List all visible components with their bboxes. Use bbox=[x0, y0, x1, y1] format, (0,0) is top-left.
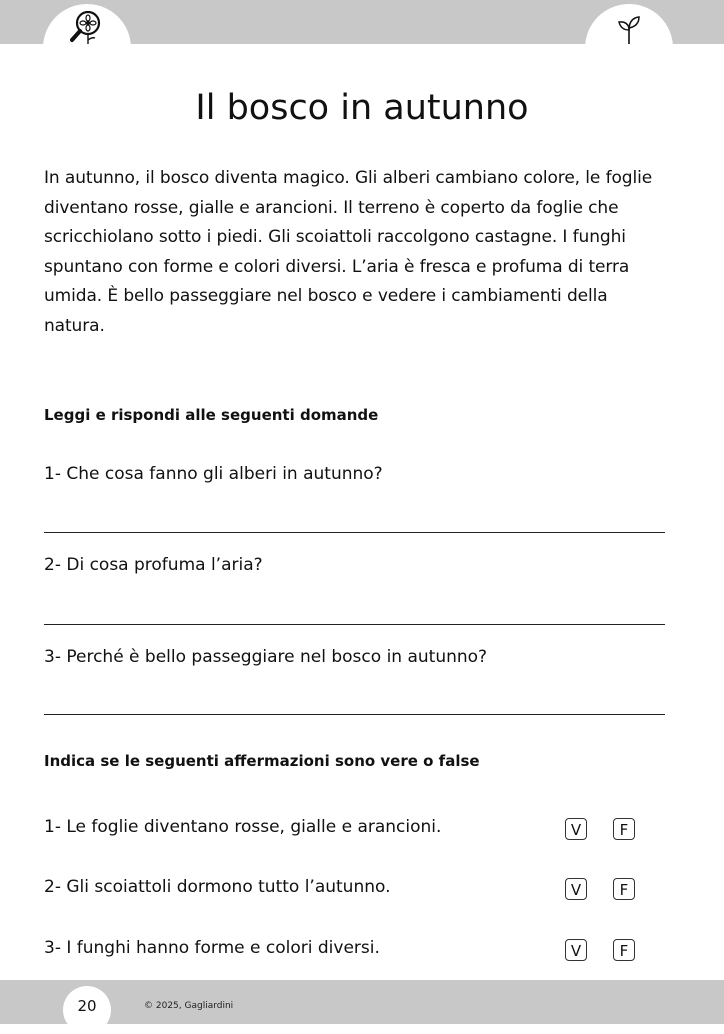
intro-line: natura. bbox=[44, 315, 105, 336]
true-false-heading: Indica se le seguenti affermazioni sono vere o false bbox=[44, 752, 480, 770]
question-2: 2- Di cosa profuma l’aria? bbox=[44, 555, 263, 575]
intro-paragraph bbox=[44, 164, 684, 341]
intro-line: scricchiolano sotto i piedi. Gli scoiattoli raccolgono castagne. I funghi bbox=[44, 227, 626, 247]
answer-line-1[interactable] bbox=[44, 532, 665, 533]
false-checkbox-1[interactable]: F bbox=[613, 818, 635, 840]
copyright-text: © 2025, Gagliardini bbox=[144, 1001, 234, 1011]
statement-3: 3- I funghi hanno forme e colori diversi. bbox=[44, 938, 380, 958]
page-title: Il bosco in autunno bbox=[195, 88, 529, 128]
answer-line-3[interactable] bbox=[44, 714, 665, 715]
question-1: 1- Che cosa fanno gli alberi in autunno? bbox=[44, 464, 383, 484]
statement-1: 1- Le foglie diventano rosse, gialle e arancioni. bbox=[44, 817, 442, 837]
intro-line: In autunno, il bosco diventa magico. Gli alberi cambiano colore, le foglie bbox=[44, 168, 653, 188]
true-checkbox-2[interactable]: V bbox=[565, 878, 587, 900]
page-number: 20 bbox=[77, 997, 97, 1015]
false-checkbox-3[interactable]: F bbox=[613, 939, 635, 961]
question-3: 3- Perché è bello passeggiare nel bosco in autunno? bbox=[44, 647, 488, 667]
intro-line: diventano rosse, gialle e arancioni. Il terreno è coperto da foglie che bbox=[44, 197, 619, 218]
intro-line: spuntano con forme e colori diversi. L’aria è fresca e profuma di terra bbox=[44, 256, 630, 277]
statement-2: 2- Gli scoiattoli dormono tutto l’autunno. bbox=[44, 877, 391, 897]
questions-heading: Leggi e rispondi alle seguenti domande bbox=[44, 406, 379, 424]
answer-line-2[interactable] bbox=[44, 624, 665, 625]
intro-line: umida. È bello passeggiare nel bosco e vedere i cambiamenti della bbox=[44, 286, 608, 306]
true-checkbox-1[interactable]: V bbox=[565, 818, 587, 840]
false-checkbox-2[interactable]: F bbox=[613, 878, 635, 900]
page-number-badge bbox=[63, 986, 111, 1034]
true-checkbox-3[interactable]: V bbox=[565, 939, 587, 961]
